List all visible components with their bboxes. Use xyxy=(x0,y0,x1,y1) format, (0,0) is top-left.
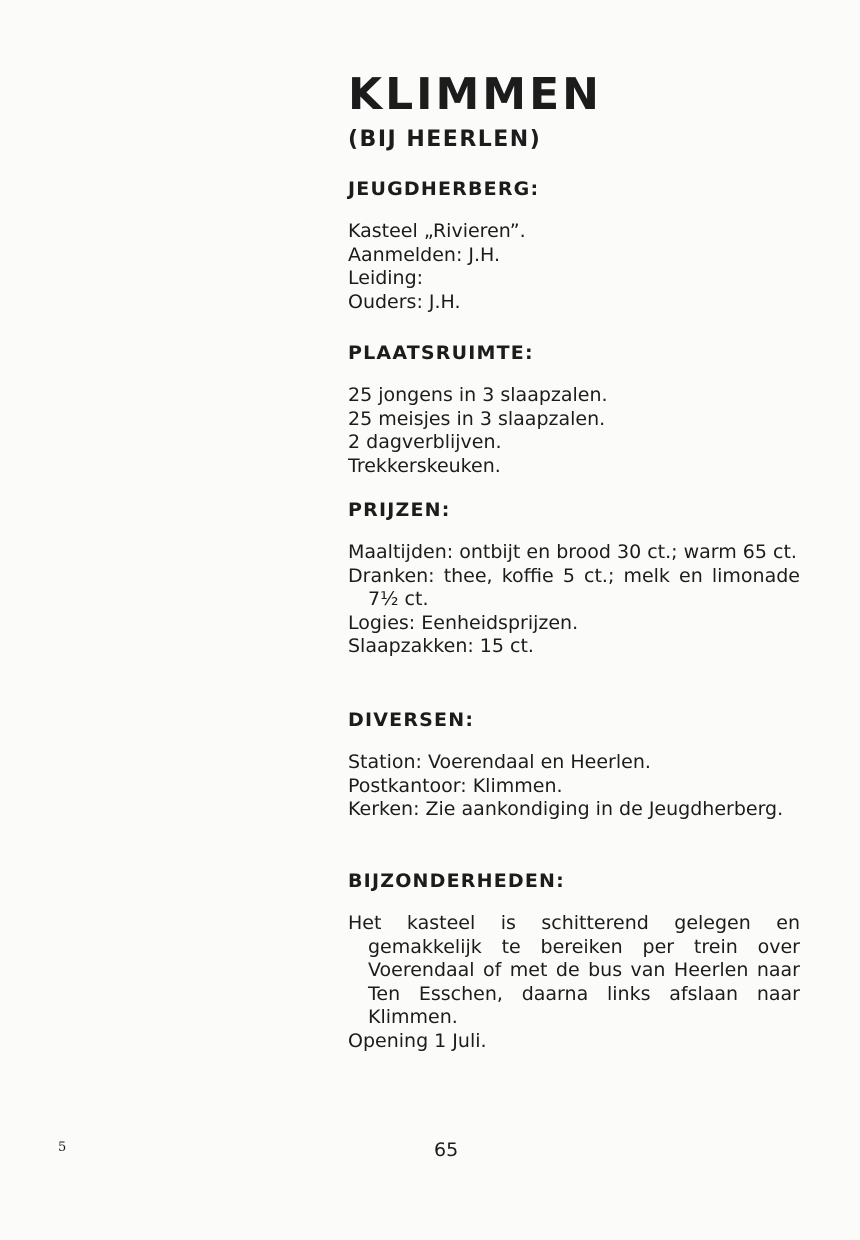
paragraph: Maaltijden: ontbijt en brood 30 ct.; warm 65 ct. xyxy=(348,541,797,563)
text-line: 25 jongens in 3 slaapzalen. xyxy=(348,384,608,406)
section-heading: BIJZONDERHEDEN: xyxy=(348,870,565,892)
section-heading: DIVERSEN: xyxy=(348,709,475,731)
section-diversen xyxy=(348,707,800,822)
paragraph: Dranken: thee, koffie 5 ct.; melk en limonade 7½ ct. xyxy=(348,564,800,610)
text-line: Leiding: xyxy=(348,267,424,289)
text-line: Aanmelden: J.H. xyxy=(348,243,501,266)
paragraph: Kerken: Zie aankondiging in de Jeugdherberg. xyxy=(348,798,784,820)
text-line: Kasteel „Rivieren”. xyxy=(348,220,526,242)
section-jeugdherberg xyxy=(348,176,800,314)
section-body xyxy=(348,384,800,478)
paragraph: Het kasteel is schitterend gelegen en gemakkelijk te bereiken per trein over Voerendaal of met de bus van Heerlen naar Ten Esschen, daarna links afslaan naar Klimmen. xyxy=(348,912,800,1028)
text-line: 2 dagverblijven. xyxy=(348,431,502,453)
section-heading: JEUGDHERBERG: xyxy=(348,178,540,200)
paragraph: Slaapzakken: 15 ct. xyxy=(348,635,534,657)
section-body xyxy=(348,751,800,822)
paragraph: Station: Voerendaal en Heerlen. xyxy=(348,751,651,773)
text-line: Trekkerskeuken. xyxy=(348,454,501,477)
signature-mark: 5 xyxy=(58,1140,67,1155)
section-heading: PLAATSRUIMTE: xyxy=(348,342,534,364)
section-body xyxy=(348,912,800,1053)
page-subtitle: (BIJ HEERLEN) xyxy=(348,127,542,152)
paragraph: Logies: Eenheidsprijzen. xyxy=(348,611,579,634)
text-line: Ouders: J.H. xyxy=(348,290,461,313)
section-bijzonderheden xyxy=(348,868,800,1053)
page-number: 65 xyxy=(434,1139,459,1161)
section-heading: PRIJZEN: xyxy=(348,499,451,521)
section-plaatsruimte xyxy=(348,340,800,478)
section-prijzen xyxy=(348,497,800,659)
paragraph: Opening 1 Juli. xyxy=(348,1029,487,1052)
page-title: KLIMMEN xyxy=(348,69,602,120)
section-body xyxy=(348,541,800,659)
section-body xyxy=(348,220,800,314)
paragraph: Postkantoor: Klimmen. xyxy=(348,774,563,797)
text-line: 25 meisjes in 3 slaapzalen. xyxy=(348,407,606,430)
